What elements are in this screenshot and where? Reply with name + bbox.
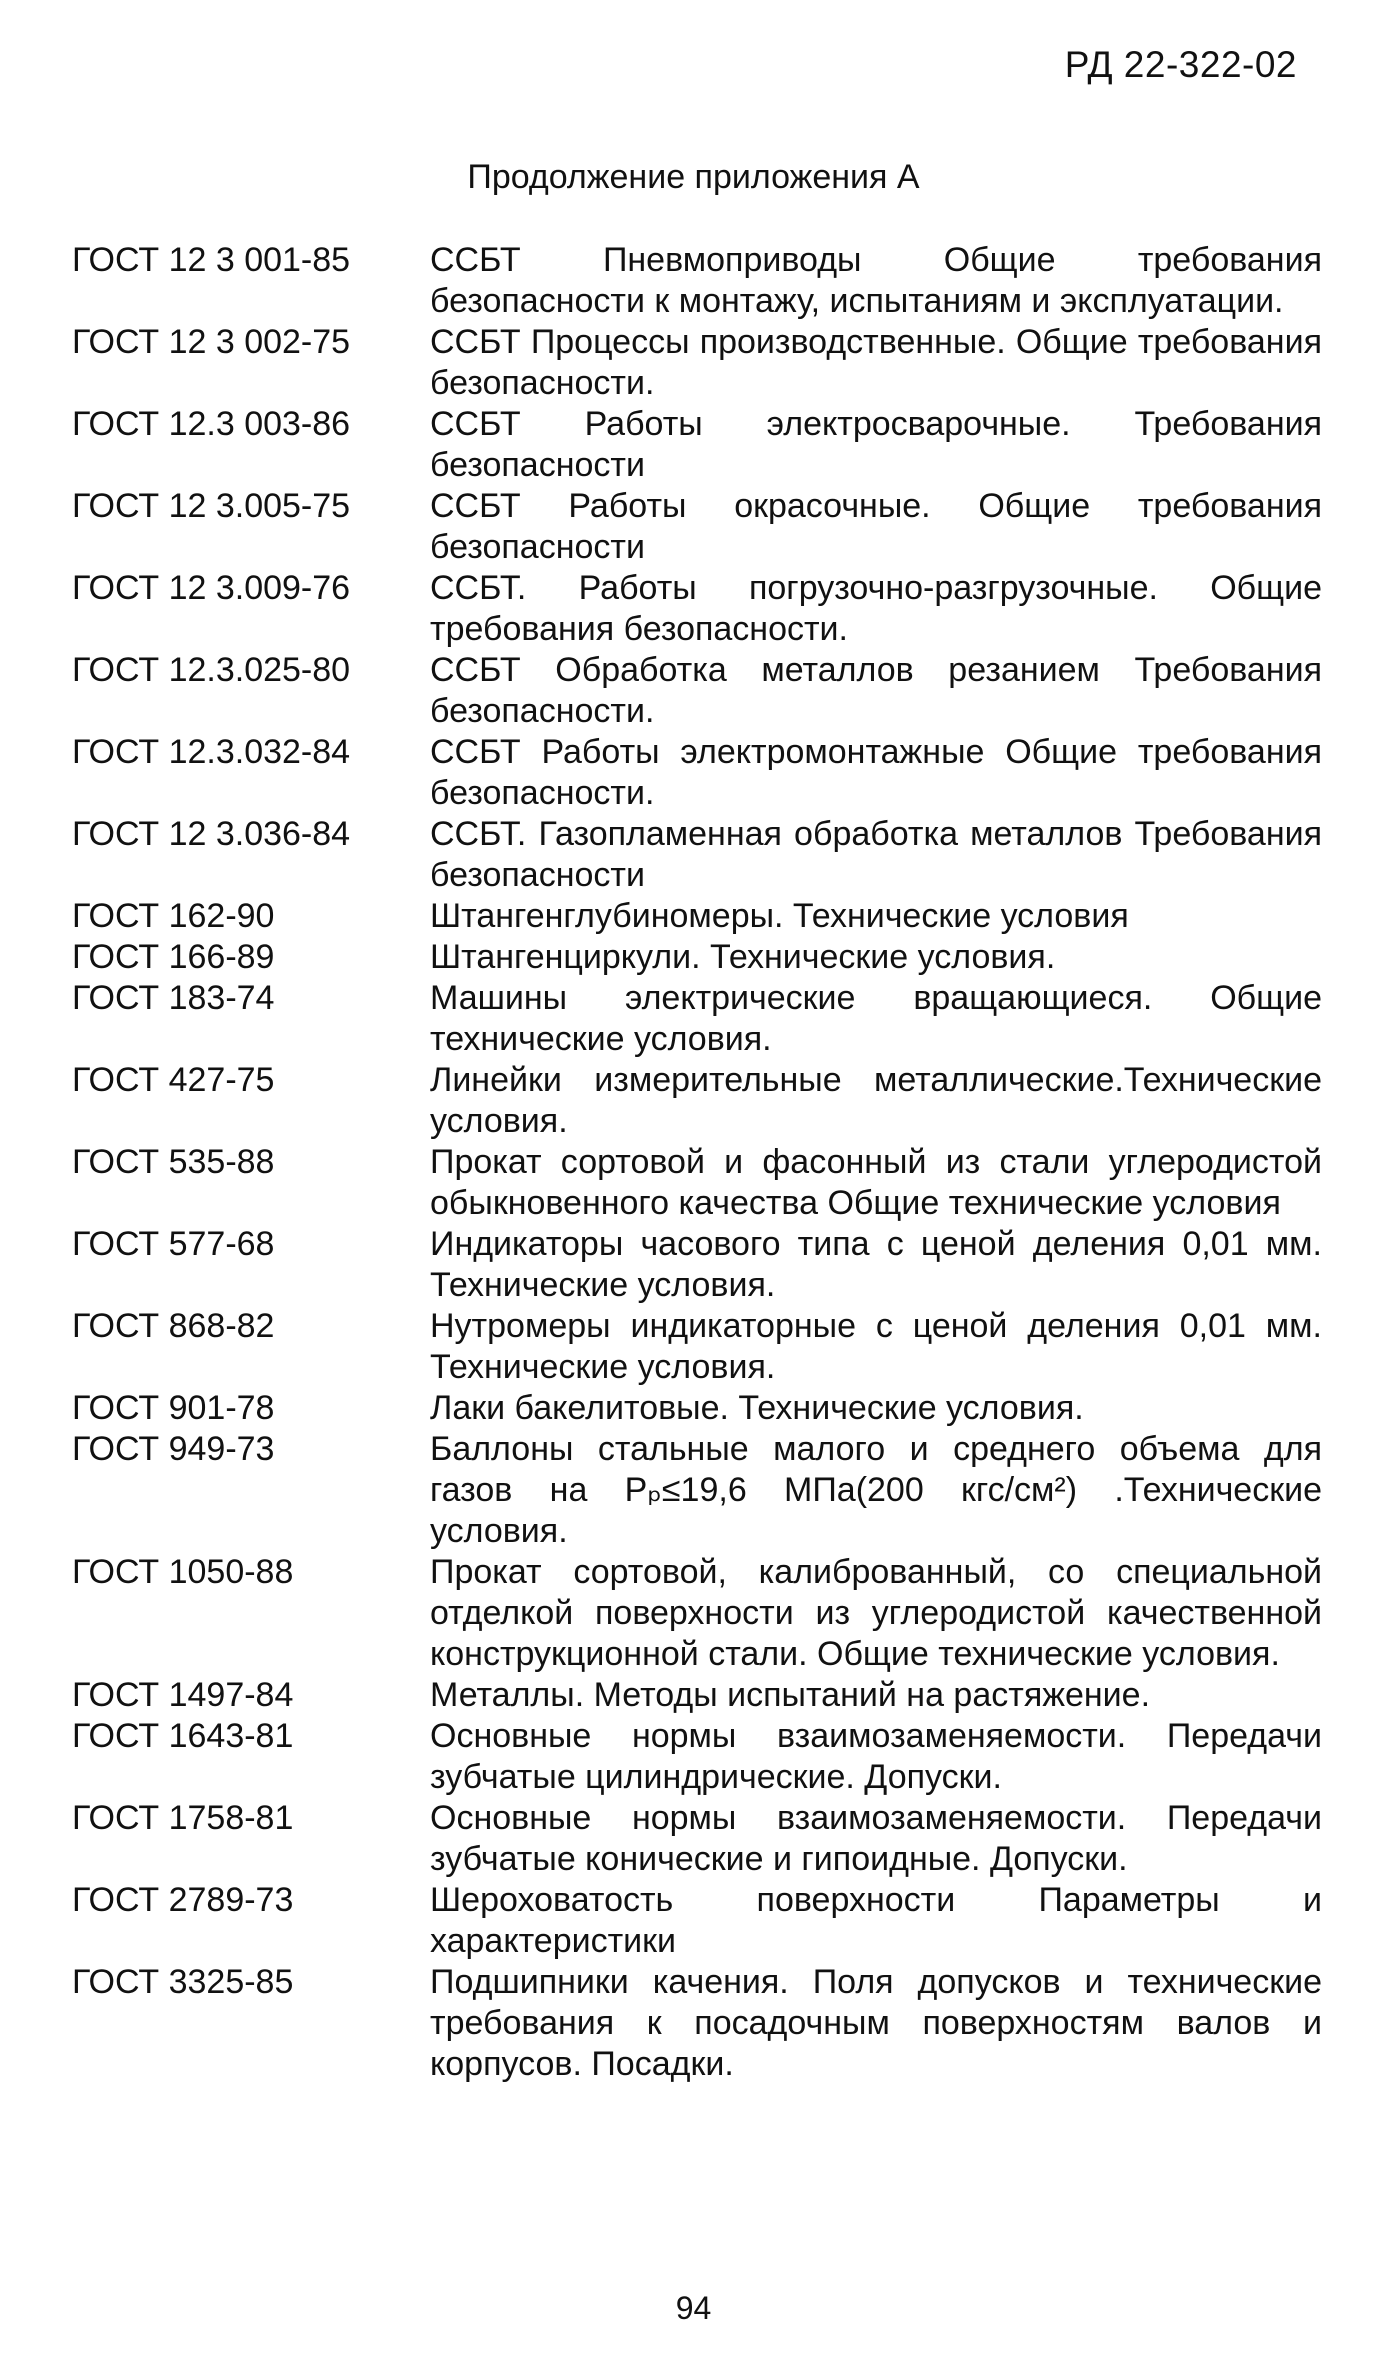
standard-title: ССБТ. Газопламенная обработка металлов Требования безопасности xyxy=(430,815,1322,894)
standard-title: Линейки измерительные металлические.Технические условия. xyxy=(430,1061,1322,1140)
standard-code: ГОСТ 12.3 003-86 xyxy=(72,405,351,443)
reference-row xyxy=(72,1306,1322,1388)
standard-title: Основные нормы взаимозаменяемости. Передачи зубчатые конические и гипоидные. Допуски. xyxy=(430,1799,1322,1878)
reference-row xyxy=(72,404,1322,486)
reference-row xyxy=(72,937,1322,978)
page-number: 94 xyxy=(675,2290,712,2326)
reference-row xyxy=(72,1552,1322,1675)
document-code: РД 22-322-02 xyxy=(1064,44,1297,85)
reference-row xyxy=(72,486,1322,568)
standard-title: ССБТ Работы окрасочные. Общие требования безопасности xyxy=(430,487,1322,566)
reference-row xyxy=(72,896,1322,937)
reference-row xyxy=(72,650,1322,732)
standard-title: Индикаторы часового типа с ценой деления 0,01 мм. Технические условия. xyxy=(430,1225,1322,1304)
standard-code: ГОСТ 166-89 xyxy=(72,938,275,976)
standard-code: ГОСТ 183-74 xyxy=(72,979,275,1017)
standard-title: ССБТ Работы электросварочные. Требования безопасности xyxy=(430,405,1322,484)
standard-title: Шероховатость поверхности Параметры и характеристики xyxy=(430,1881,1322,1960)
standard-title: ССБТ Пневмоприводы Общие требования безопасности к монтажу, испытаниям и эксплуатации. xyxy=(430,241,1322,320)
standards-reference-list xyxy=(72,240,1322,2085)
standard-code: ГОСТ 12.3.032-84 xyxy=(72,733,351,771)
standard-code: ГОСТ 868-82 xyxy=(72,1307,275,1345)
reference-row xyxy=(72,1388,1322,1429)
standard-title: ССБТ Обработка металлов резанием Требования безопасности. xyxy=(430,651,1322,730)
standard-title: Штангенглубиномеры. Технические условия xyxy=(430,897,1129,935)
appendix-title: Продолжение приложения А xyxy=(467,158,920,196)
reference-row xyxy=(72,1429,1322,1552)
standard-code: ГОСТ 162-90 xyxy=(72,897,275,935)
reference-row xyxy=(72,978,1322,1060)
reference-row xyxy=(72,1962,1322,2085)
standard-code: ГОСТ 3325-85 xyxy=(72,1963,294,2001)
reference-row xyxy=(72,732,1322,814)
reference-row xyxy=(72,240,1322,322)
reference-row xyxy=(72,322,1322,404)
reference-row xyxy=(72,1142,1322,1224)
standard-code: ГОСТ 1497-84 xyxy=(72,1676,294,1714)
standard-code: ГОСТ 1643-81 xyxy=(72,1717,294,1755)
standard-title: Подшипники качения. Поля допусков и технические требования к посадочным поверхностям валов и корпусов. Посадки. xyxy=(430,1963,1322,2083)
reference-row xyxy=(72,1060,1322,1142)
standard-title: ССБТ Процессы производственные. Общие требования безопасности. xyxy=(430,323,1322,402)
standard-title: Нутромеры индикаторные с ценой деления 0,01 мм. Технические условия. xyxy=(430,1307,1322,1386)
standard-code: ГОСТ 12.3.025-80 xyxy=(72,651,351,689)
standard-code: ГОСТ 12 3.009-76 xyxy=(72,569,351,607)
standard-title: Основные нормы взаимозаменяемости. Передачи зубчатые цилиндрические. Допуски. xyxy=(430,1717,1322,1796)
standard-code: ГОСТ 1050-88 xyxy=(72,1553,294,1591)
standard-title: Прокат сортовой и фасонный из стали углеродистой обыкновенного качества Общие технические условия xyxy=(430,1143,1322,1222)
standard-code: ГОСТ 949-73 xyxy=(72,1430,275,1468)
standard-title: ССБТ Работы электромонтажные Общие требования безопасности. xyxy=(430,733,1322,812)
standard-code: ГОСТ 12 3 002-75 xyxy=(72,323,351,361)
standard-code: ГОСТ 12 3.005-75 xyxy=(72,487,351,525)
reference-row xyxy=(72,1798,1322,1880)
standard-title: Прокат сортовой, калиброванный, со специальной отделкой поверхности из углеродистой качественной конструкционной стали. Общие технические условия. xyxy=(430,1553,1322,1673)
standard-code: ГОСТ 1758-81 xyxy=(72,1799,294,1837)
standard-title: Баллоны стальные малого и среднего объема для газов на Pₚ≤19,6 МПа(200 кгс/см²) .Технические условия. xyxy=(430,1430,1322,1550)
standard-title: Штангенциркули. Технические условия. xyxy=(430,938,1056,976)
standard-title: Машины электрические вращающиеся. Общие технические условия. xyxy=(430,979,1322,1058)
reference-row xyxy=(72,1880,1322,1962)
standard-code: ГОСТ 427-75 xyxy=(72,1061,275,1099)
standard-title: Лаки бакелитовые. Технические условия. xyxy=(430,1389,1084,1427)
standard-code: ГОСТ 2789-73 xyxy=(72,1881,294,1919)
standard-code: ГОСТ 577-68 xyxy=(72,1225,275,1263)
standard-code: ГОСТ 535-88 xyxy=(72,1143,275,1181)
standard-code: ГОСТ 12 3.036-84 xyxy=(72,815,351,853)
standard-code: ГОСТ 12 3 001-85 xyxy=(72,241,351,279)
reference-row xyxy=(72,814,1322,896)
standard-title: ССБТ. Работы погрузочно-разгрузочные. Общие требования безопасности. xyxy=(430,569,1322,648)
reference-row xyxy=(72,1224,1322,1306)
reference-row xyxy=(72,1675,1322,1716)
reference-row xyxy=(72,568,1322,650)
reference-row xyxy=(72,1716,1322,1798)
standard-title: Металлы. Методы испытаний на растяжение. xyxy=(430,1676,1151,1714)
standard-code: ГОСТ 901-78 xyxy=(72,1389,275,1427)
